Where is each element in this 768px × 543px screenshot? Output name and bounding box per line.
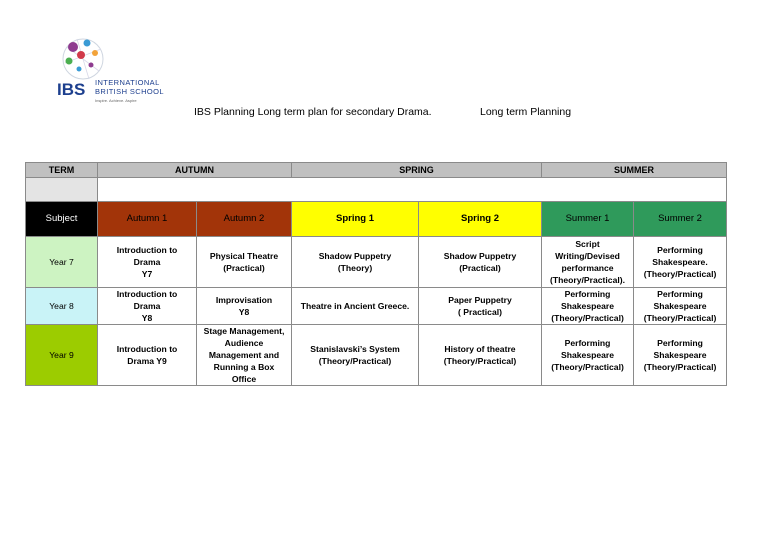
term-autumn: AUTUMN [98, 163, 292, 178]
long-term-plan-table [25, 162, 727, 386]
table-cell: Stanislavski’s System (Theory/Practical) [292, 325, 419, 386]
table-cell: Introduction to Drama Y7 [98, 237, 197, 288]
school-logo [55, 33, 164, 111]
table-cell: Introduction to Drama Y8 [98, 288, 197, 325]
term-label: TERM [26, 163, 98, 178]
column-spring-2: Spring 2 [419, 202, 542, 237]
table-cell: Theatre in Ancient Greece. [292, 288, 419, 325]
logo-graphic [55, 33, 164, 111]
table-cell: Improvisation Y8 [197, 288, 292, 325]
table-cell: History of theatre (Theory/Practical) [419, 325, 542, 386]
table-cell: Shadow Puppetry (Theory) [292, 237, 419, 288]
column-spring-1: Spring 1 [292, 202, 419, 237]
table-cell: Stage Management, Audience Management and Running a Box Office [197, 325, 292, 386]
blank-row [26, 178, 727, 202]
logo-tagline: Inspire. Achieve. Aspire [95, 98, 137, 103]
blank-cell [98, 178, 727, 202]
table-cell: Performing Shakespeare (Theory/Practical) [634, 325, 727, 386]
year-label: Year 9 [26, 325, 98, 386]
table-cell: Physical Theatre (Practical) [197, 237, 292, 288]
table-row-year-7 [26, 237, 727, 288]
table-row-year-9 [26, 325, 727, 386]
table-row-year-8 [26, 288, 727, 325]
logo-name-line1: INTERNATIONAL [95, 78, 160, 87]
column-autumn-1: Autumn 1 [98, 202, 197, 237]
column-summer-1: Summer 1 [542, 202, 634, 237]
table-cell: Performing Shakespeare (Theory/Practical) [634, 288, 727, 325]
year-label: Year 8 [26, 288, 98, 325]
table-cell: Paper Puppetry ( Practical) [419, 288, 542, 325]
term-summer: SUMMER [542, 163, 727, 178]
term-spring: SPRING [292, 163, 542, 178]
table-cell: Script Writing/Devised performance (Theory/Practical). [542, 237, 634, 288]
page-subtitle: Long term Planning [480, 106, 572, 118]
table-cell: Introduction to Drama Y9 [98, 325, 197, 386]
term-header-row [26, 163, 727, 178]
table-cell: Performing Shakespeare (Theory/Practical) [542, 288, 634, 325]
page-title: IBS Planning Long term plan for secondary Drama. [194, 106, 432, 118]
subject-label: Subject [26, 202, 98, 237]
column-autumn-2: Autumn 2 [197, 202, 292, 237]
blank-cell [26, 178, 98, 202]
logo-abbr: IBS [57, 80, 86, 99]
table-cell: Performing Shakespeare. (Theory/Practical) [634, 237, 727, 288]
logo-name-line2: BRITISH SCHOOL [95, 87, 164, 96]
table-cell: Performing Shakespeare (Theory/Practical) [542, 325, 634, 386]
table-cell: Shadow Puppetry (Practical) [419, 237, 542, 288]
year-label: Year 7 [26, 237, 98, 288]
column-header-row [26, 202, 727, 237]
column-summer-2: Summer 2 [634, 202, 727, 237]
